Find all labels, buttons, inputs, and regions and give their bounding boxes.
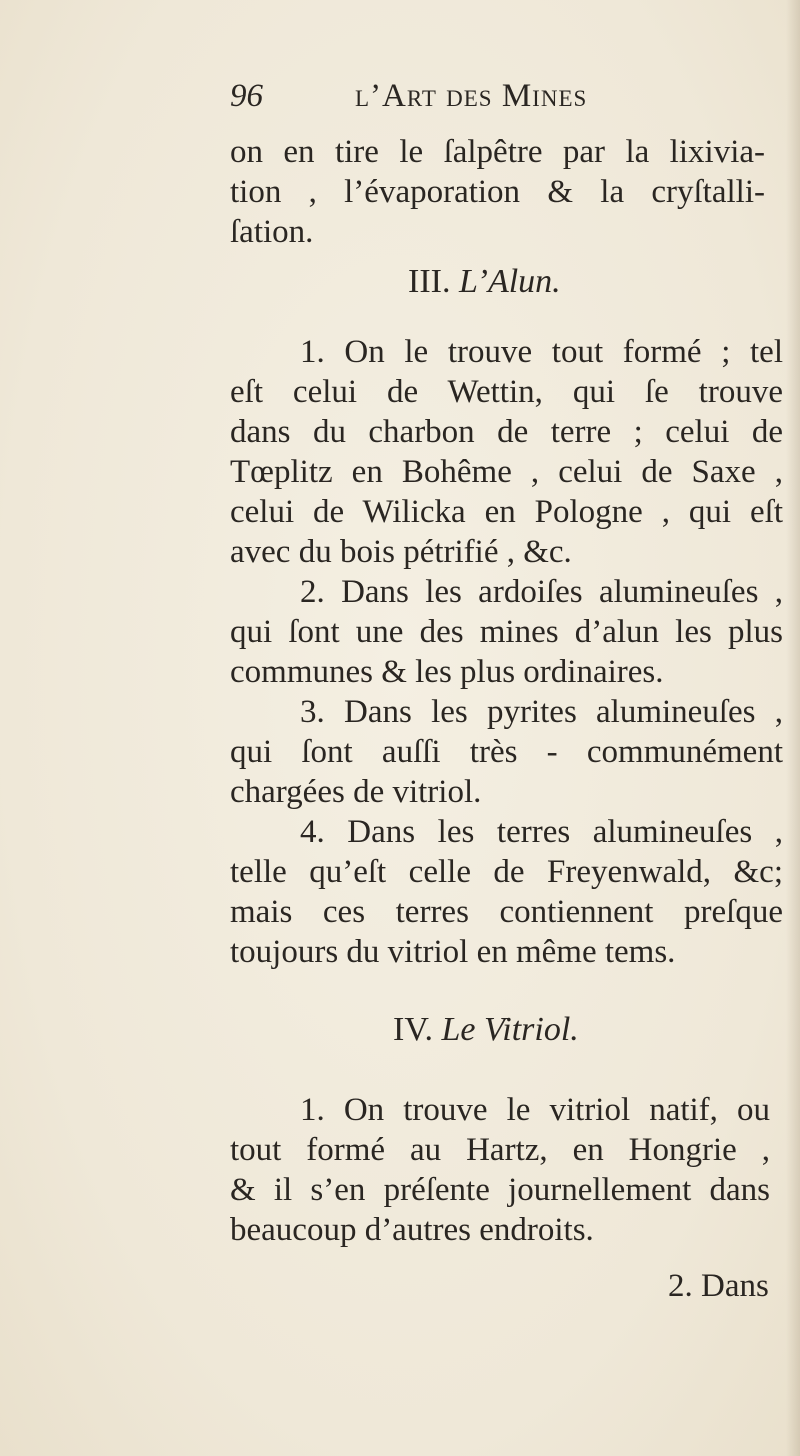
text-line: 3. Dans les pyrites alumineuſes , xyxy=(300,694,783,730)
section-title: L’Alun. xyxy=(458,263,561,300)
text-line: Tœplitz en Bohême , celui de Saxe , xyxy=(230,454,783,490)
text-line: tion , l’évaporation & la cryſtalli- xyxy=(230,174,765,210)
text-line: telle qu’eſt celle de Freyenwald, &c; xyxy=(230,854,783,890)
text-line: tout formé au Hartz, en Hongrie , xyxy=(230,1132,770,1168)
text-line: 2. Dans les ardoiſes alumineuſes , xyxy=(300,574,783,610)
text-line: communes & les plus ordinaires. xyxy=(230,654,664,690)
text-line: ſation. xyxy=(230,214,314,250)
text-line: & il s’en préſente journellement dans xyxy=(230,1172,770,1208)
page-number: 96 xyxy=(230,78,263,114)
text-line: eſt celui de Wettin, qui ſe trouve xyxy=(230,374,783,410)
text-line: toujours du vitriol en même tems. xyxy=(230,934,676,970)
text-line: 1. On le trouve tout formé ; tel xyxy=(300,334,783,370)
text-line: 1. On trouve le vitriol natif, ou xyxy=(300,1092,770,1128)
section-heading-alun xyxy=(408,262,561,302)
section-title: Le Vitriol. xyxy=(441,1011,579,1048)
text-line: on en tire le ſalpêtre par la lixivia- xyxy=(230,134,765,170)
section-heading-vitriol xyxy=(393,1010,579,1050)
text-line: qui ſont auſſi très - communément xyxy=(230,734,783,770)
text-line: avec du bois pétrifié , &c. xyxy=(230,534,572,570)
text-line: mais ces terres contiennent preſque xyxy=(230,894,783,930)
text-line: celui de Wilicka en Pologne , qui eſt xyxy=(230,494,783,530)
catchword: 2. Dans xyxy=(668,1268,769,1304)
text-line: qui ſont une des mines d’alun les plus xyxy=(230,614,783,650)
running-title: l’Art des Mines xyxy=(355,78,588,114)
section-number: III. xyxy=(408,263,451,300)
section-number: IV. xyxy=(393,1011,433,1048)
text-line: dans du charbon de terre ; celui de xyxy=(230,414,783,450)
text-line: chargées de vitriol. xyxy=(230,774,482,810)
text-line: 4. Dans les terres alumineuſes , xyxy=(300,814,783,850)
page-edge-shadow xyxy=(786,0,800,1456)
text-line: beaucoup d’autres endroits. xyxy=(230,1212,594,1248)
running-head xyxy=(230,78,670,118)
